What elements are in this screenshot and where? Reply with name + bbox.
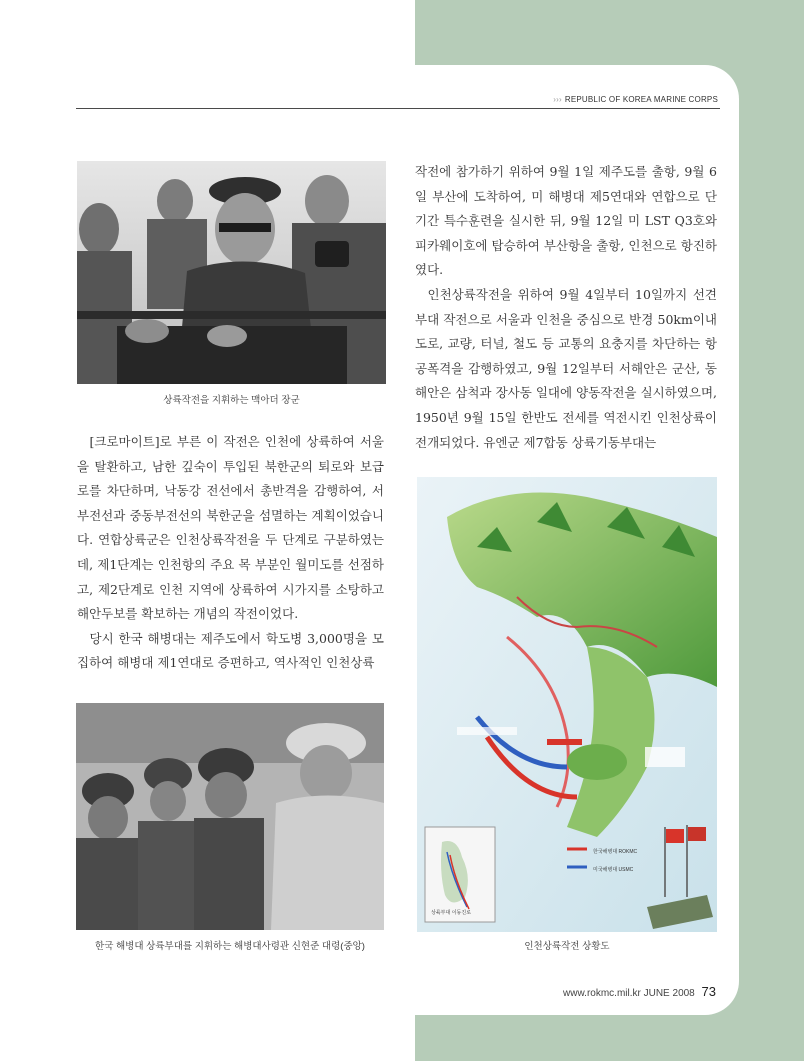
footer-url: www.rokmc.mil.kr [563, 988, 641, 999]
left-paragraph-2: 당시 한국 해병대는 제주도에서 학도병 3,000명을 모집하여 해병대 제1연대로 증편하고, 역사적인 인천상륙 [77, 630, 384, 671]
chevron-icon: ››› [553, 95, 562, 104]
header-title: REPUBLIC OF KOREA MARINE CORPS [564, 95, 718, 104]
macarthur-photo [77, 161, 386, 384]
legend-item-rokmc: 한국해병대 ROKMC [593, 849, 638, 855]
incheon-map [417, 477, 717, 932]
marines-caption: 한국 해병대 상륙부대를 지휘하는 해병대사령관 신현준 대령(중앙) [95, 941, 365, 952]
marines-photo [76, 703, 384, 930]
incheon-map-image [417, 477, 717, 932]
left-column-text [77, 430, 384, 676]
macarthur-photo-image [77, 161, 386, 384]
header-rule [76, 108, 720, 109]
footer-issue: JUNE 2008 [643, 988, 695, 999]
map-legend [593, 843, 637, 879]
map-caption: 인천상륙작전 상황도 [524, 941, 610, 952]
page-footer [563, 984, 716, 999]
macarthur-caption: 상륙작전을 지휘하는 맥아더 장군 [163, 395, 300, 406]
running-header [553, 95, 718, 104]
marines-photo-image [76, 703, 384, 930]
right-column-text [415, 160, 717, 455]
left-paragraph-1: [크로마이트]로 부른 이 작전은 인천에 상륙하여 서울을 탈환하고, 남한 깊숙이 투입된 북한군의 퇴로와 보급로를 차단하며, 낙동강 전선에서 총반격을 감행하여, 서부전선과 중동부전선의 북한군을 섬멸하는 계획이었습니다. 연합상륙군은 인천상륙작전을 두 단계로 구분하였는데, 제1단계는 인천항의 주요 목 부분인 월미도를 선점하고, 제2단계로 인천 지역에 상륙하여 시가지를 소탕하고 해안두보를 확보하는 개념의 작전이었다. [77, 434, 384, 622]
page-number: 73 [701, 984, 716, 999]
inset-map-label: 상륙부대 이동진로 [431, 910, 472, 916]
right-paragraph-1: 작전에 참가하기 위하여 9월 1일 제주도를 출항, 9월 6일 부산에 도착하여, 미 해병대 제5연대와 연합으로 단기간 특수훈련을 실시한 뒤, 9월 12일 미 LST Q3호와 피카웨이호에 탑승하여 부산항을 출항, 인천으로 항진하였다. [415, 164, 717, 278]
legend-item-usmc: 미국해병대 USMC [593, 867, 634, 873]
right-paragraph-2: 인천상륙작전을 위하여 9월 4일부터 10일까지 선견부대 작전으로 서울과 인천을 중심으로 반경 50km이내 도로, 교량, 터널, 철도 등 교통의 요충지를 차단하는 항공폭격을 감행하였고, 9월 12일부터 서해안은 군산, 동해안은 삼척과 장사동 일대에 양동작전을 실시하였으며, 1950년 9월 15일 한반도 전세를 역전시킨 인천상륙이 전개되었다. 유엔군 제7합동 상륙기동부대는 [415, 286, 717, 450]
